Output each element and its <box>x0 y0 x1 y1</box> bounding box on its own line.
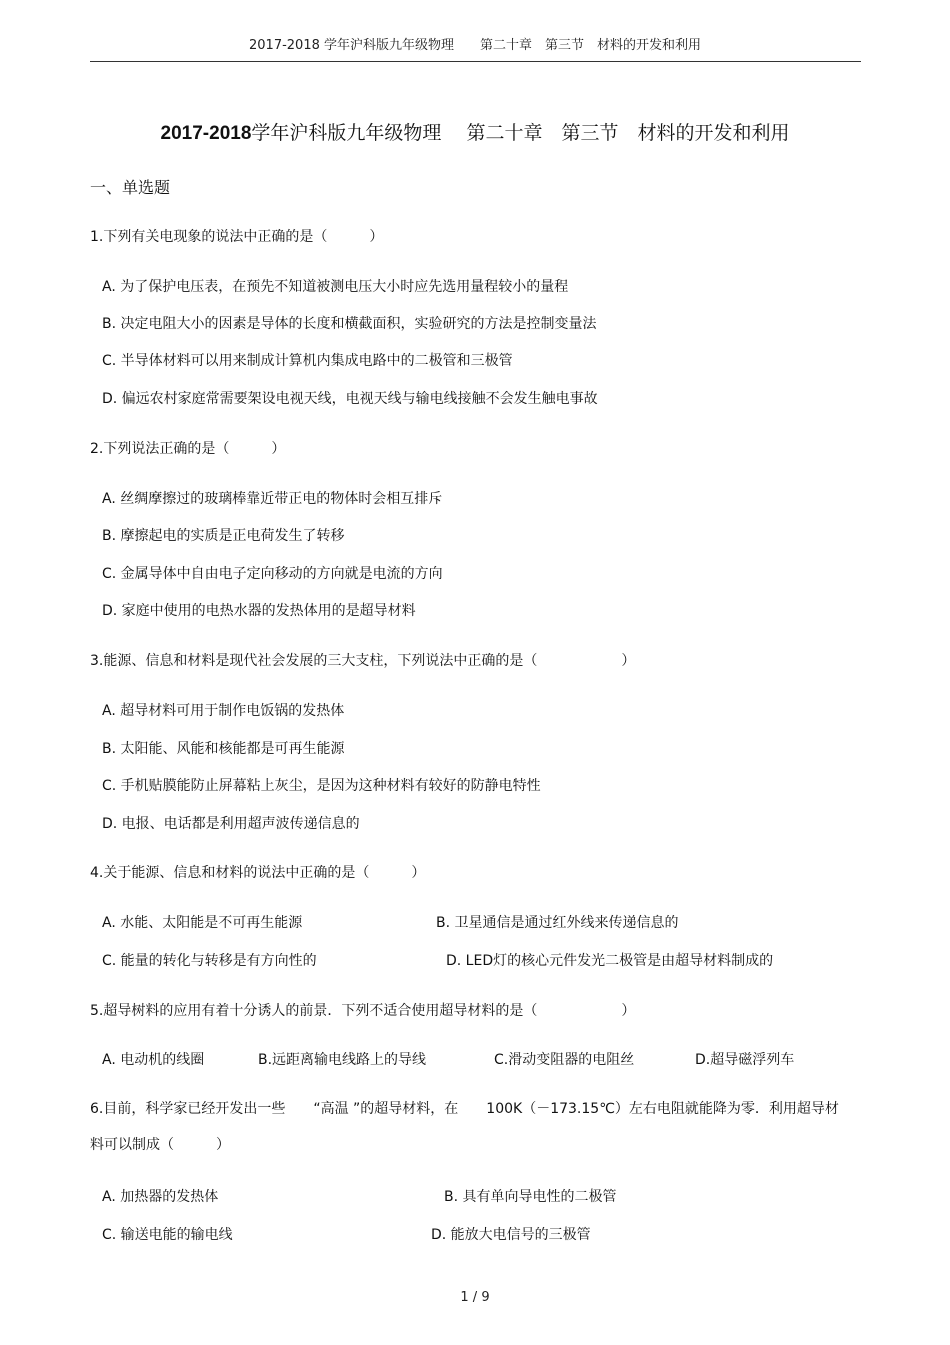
question-option: C. 手机贴膜能防止屏幕粘上灰尘，是因为这种材料有较好的防静电特性 <box>102 778 541 794</box>
question-option: C. 金属导体中自由电子定向移动的方向就是电流的方向 <box>102 566 443 582</box>
question-option: C. 能量的转化与转移是有方向性的 <box>102 953 317 969</box>
section-heading: 一、单选题 <box>90 178 171 197</box>
page-number: 1 / 9 <box>460 1290 490 1305</box>
question-option: D. 偏远农村家庭常需要架设电视天线，电视天线与输电线接触不会发生触电事故 <box>102 391 598 407</box>
question-stem: 6.目前，科学家已经开发出一些 “高温 ”的超导材料，在 100K（－173.15℃）左右电阻就能降为零．利用超导材料可以制成（ ） <box>90 1101 839 1153</box>
question-option: D. 家庭中使用的电热水器的发热体用的是超导材料 <box>102 603 416 619</box>
question-option: B.远距离输电线路上的导线 <box>258 1052 427 1068</box>
question-option: C.滑动变阻器的电阻丝 <box>494 1052 635 1068</box>
question-option: A. 为了保护电压表，在预先不知道被测电压大小时应先选用量程较小的量程 <box>102 279 569 295</box>
question-option: B. 摩擦起电的实质是正电荷发生了转移 <box>102 528 345 544</box>
question-option: C. 输送电能的输电线 <box>102 1227 233 1243</box>
page-header: 2017-2018 学年沪科版九年级物理 第二十章 第三节 材料的开发和利用 <box>249 38 701 53</box>
question-stem: 3.能源、信息和材料是现代社会发展的三大支柱，下列说法中正确的是（ ） <box>90 653 636 669</box>
question-option: D. LED灯的核心元件发光二极管是由超导材料制成的 <box>446 953 774 969</box>
question-option: A. 丝绸摩擦过的玻璃棒靠近带正电的物体时会相互排斥 <box>102 491 443 507</box>
header-divider <box>90 61 861 62</box>
question-option: A. 水能、太阳能是不可再生能源 <box>102 915 303 931</box>
question-option: B. 卫星通信是通过红外线来传递信息的 <box>436 915 679 931</box>
question-option: B. 太阳能、风能和核能都是可再生能源 <box>102 741 345 757</box>
title-text: 学年沪科版九年级物理 第二十章 第三节 材料的开发和利用 <box>251 122 790 144</box>
question-option: C. 半导体材料可以用来制成计算机内集成电路中的二极管和三极管 <box>102 353 513 369</box>
question-option: A. 加热器的发热体 <box>102 1189 219 1205</box>
question-stem: 4.关于能源、信息和材料的说法中正确的是（ ） <box>90 865 426 881</box>
question-option: A. 电动机的线圈 <box>102 1052 205 1068</box>
question-stem: 5.超导树料的应用有着十分诱人的前景．下列不适合使用超导材料的是（ ） <box>90 1003 636 1019</box>
question-stem: 2.下列说法正确的是（ ） <box>90 441 286 457</box>
question-option: A. 超导材料可用于制作电饭锅的发热体 <box>102 703 345 719</box>
question-option: D. 能放大电信号的三极管 <box>431 1227 591 1243</box>
question-option: B. 具有单向导电性的二极管 <box>444 1189 617 1205</box>
question-option: D. 电报、电话都是利用超声波传递信息的 <box>102 816 360 832</box>
document-title <box>90 118 860 145</box>
question-option: D.超导磁浮列车 <box>695 1052 795 1068</box>
question-option: B. 决定电阻大小的因素是导体的长度和横截面积，实验研究的方法是控制变量法 <box>102 316 597 332</box>
title-year: 2017-2018 <box>160 123 252 144</box>
question-stem: 1.下列有关电现象的说法中正确的是（ ） <box>90 229 384 245</box>
